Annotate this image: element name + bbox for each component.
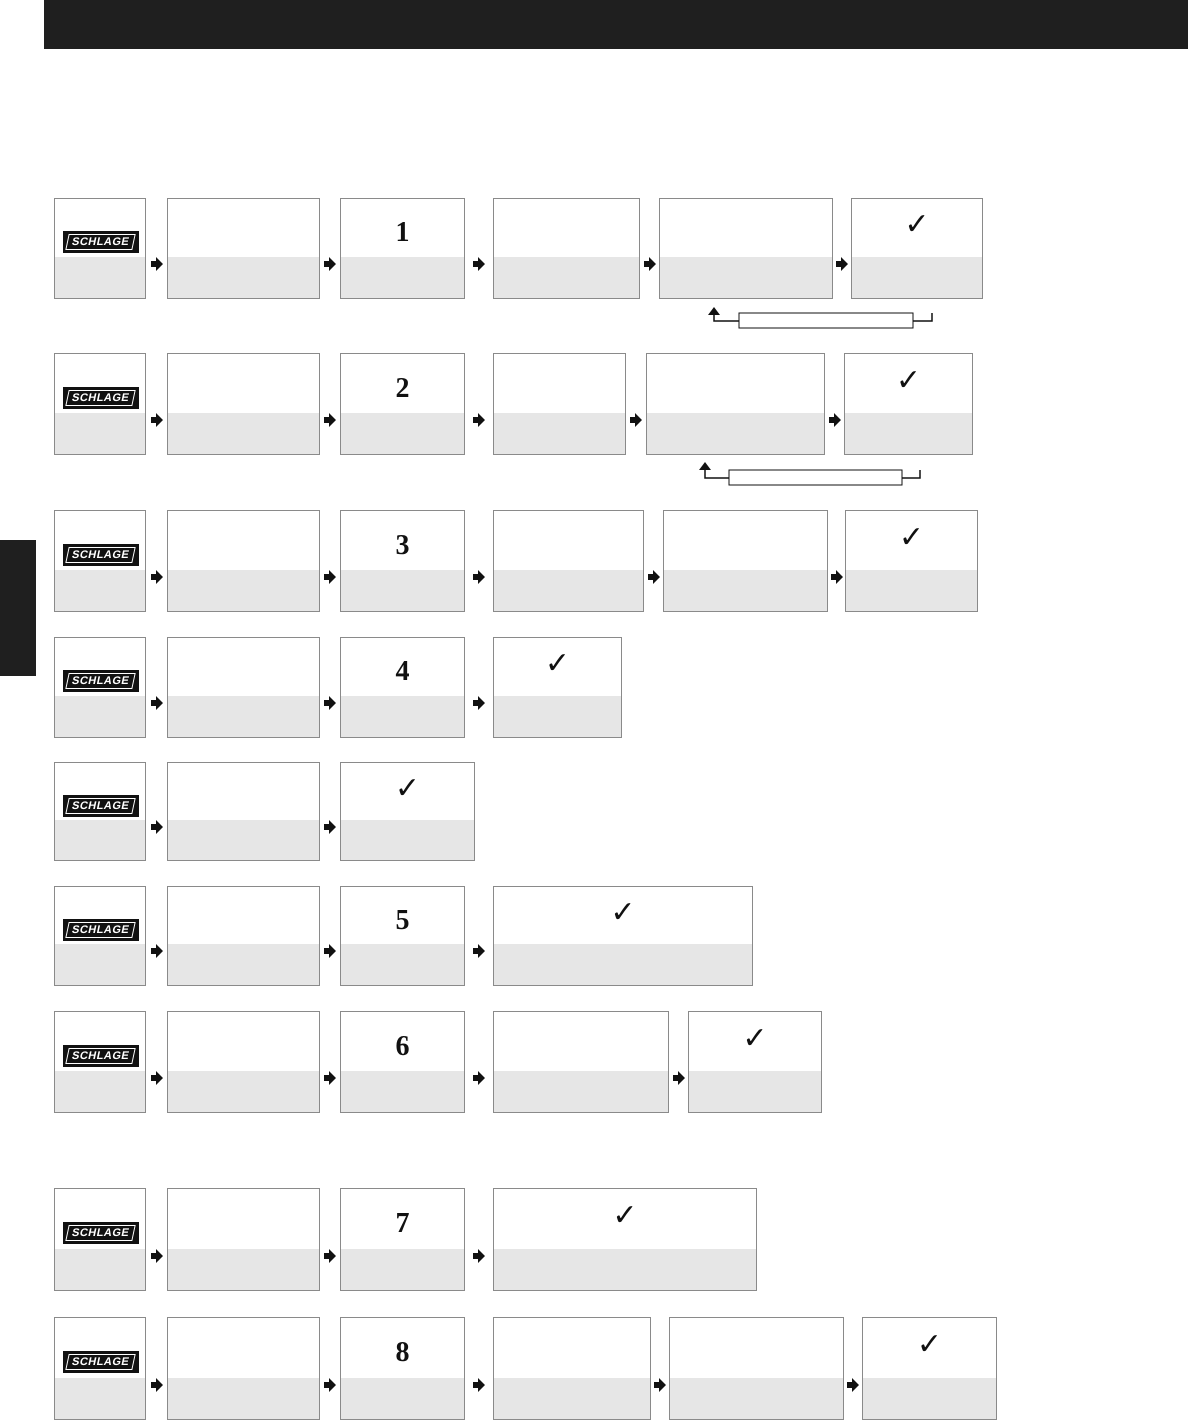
panel-lower-band (494, 696, 621, 737)
panel-lower-band (55, 413, 145, 454)
panel-lower-band (494, 257, 639, 298)
checkmark-icon: ✓ (895, 362, 922, 398)
schlage-logo (63, 1045, 139, 1067)
number-panel (340, 637, 465, 738)
repeat-loop-indicator (697, 461, 928, 488)
panel-lower-band (341, 257, 464, 298)
arrow-right-icon (847, 1378, 859, 1392)
panel-lower-band (55, 257, 145, 298)
arrow-right-icon (151, 1071, 163, 1085)
step-panel (167, 1011, 320, 1113)
step-panel (167, 1188, 320, 1291)
schlage-logo (63, 795, 139, 817)
arrow-right-icon (324, 1071, 336, 1085)
confirm-panel (340, 762, 475, 861)
step-panel (167, 886, 320, 986)
arrow-right-icon (836, 257, 848, 271)
arrow-right-icon (151, 413, 163, 427)
panel-lower-band (341, 1249, 464, 1290)
panel-lower-band (168, 1071, 319, 1112)
checkmark-icon: ✓ (898, 519, 925, 555)
schlage-logo (63, 1222, 139, 1244)
confirm-panel (851, 198, 983, 299)
confirm-panel (493, 637, 622, 738)
arrow-right-icon (473, 1249, 485, 1263)
logo-text: SCHLAGE (66, 1354, 137, 1370)
panel-lower-band (168, 257, 319, 298)
step-panel (659, 198, 833, 299)
arrow-right-icon (473, 413, 485, 427)
schlage-panel (54, 510, 146, 612)
panel-lower-band (168, 944, 319, 985)
step-panel (167, 762, 320, 861)
step-panel (663, 510, 828, 612)
arrow-right-icon (324, 257, 336, 271)
arrow-right-icon (473, 257, 485, 271)
panel-lower-band (863, 1378, 996, 1419)
arrow-right-icon (151, 1378, 163, 1392)
checkmark-icon: ✓ (612, 1198, 638, 1233)
arrow-right-icon (151, 257, 163, 271)
schlage-logo (63, 919, 139, 941)
confirm-panel (844, 353, 973, 455)
panel-lower-band (670, 1378, 843, 1419)
arrow-right-icon (151, 1249, 163, 1263)
step-number: 8 (395, 1337, 410, 1368)
panel-lower-band (852, 257, 982, 298)
number-panel (340, 1188, 465, 1291)
arrow-right-icon (673, 1071, 685, 1085)
panel-lower-band (845, 413, 972, 454)
number-panel (340, 510, 465, 612)
panel-lower-band (168, 820, 319, 860)
schlage-logo (63, 387, 139, 409)
schlage-logo (63, 1351, 139, 1373)
checkmark-icon: ✓ (904, 207, 930, 242)
panel-lower-band (647, 413, 824, 454)
step-panel (167, 353, 320, 455)
number-panel (340, 886, 465, 986)
panel-lower-band (341, 413, 464, 454)
logo-text: SCHLAGE (66, 1225, 137, 1241)
panel-lower-band (341, 944, 464, 985)
checkmark-icon: ✓ (742, 1020, 768, 1056)
arrow-right-icon (473, 944, 485, 958)
step-panel (493, 353, 626, 455)
step-panel (669, 1317, 844, 1420)
step-panel (167, 198, 320, 299)
panel-lower-band (660, 257, 832, 298)
logo-text: SCHLAGE (66, 922, 137, 938)
panel-lower-band (55, 1071, 145, 1112)
panel-lower-band (55, 696, 145, 737)
schlage-panel (54, 762, 146, 861)
panel-lower-band (341, 696, 464, 737)
step-panel (167, 510, 320, 612)
schlage-panel (54, 1188, 146, 1291)
schlage-panel (54, 886, 146, 986)
repeat-loop-indicator (706, 306, 940, 331)
header-bar (44, 0, 1188, 49)
panel-lower-band (341, 1378, 464, 1419)
panel-lower-band (494, 1249, 756, 1290)
panel-lower-band (341, 570, 464, 611)
panel-lower-band (55, 570, 145, 611)
panel-lower-band (168, 413, 319, 454)
panel-lower-band (168, 570, 319, 611)
step-number: 7 (395, 1208, 410, 1239)
arrow-right-icon (630, 413, 642, 427)
step-panel (167, 637, 320, 738)
arrow-up-icon (699, 462, 711, 470)
confirm-panel (862, 1317, 997, 1420)
panel-lower-band (168, 696, 319, 737)
step-number: 6 (395, 1030, 410, 1062)
arrow-up-icon (708, 307, 720, 315)
section-tab (0, 540, 36, 676)
schlage-logo (63, 670, 139, 692)
step-number: 4 (395, 656, 410, 687)
schlage-panel (54, 1317, 146, 1420)
arrow-right-icon (324, 570, 336, 584)
arrow-right-icon (473, 696, 485, 710)
confirm-panel (688, 1011, 822, 1113)
logo-text: SCHLAGE (66, 1048, 137, 1064)
logo-text: SCHLAGE (66, 234, 137, 250)
arrow-right-icon (324, 1378, 336, 1392)
checkmark-icon: ✓ (610, 894, 636, 930)
logo-text: SCHLAGE (66, 390, 137, 406)
logo-text: SCHLAGE (66, 798, 137, 814)
arrow-right-icon (473, 1378, 485, 1392)
number-panel (340, 353, 465, 455)
step-panel (493, 1317, 651, 1420)
logo-text: SCHLAGE (66, 547, 137, 563)
step-panel (493, 198, 640, 299)
panel-lower-band (494, 570, 643, 611)
arrow-right-icon (829, 413, 841, 427)
schlage-panel (54, 1011, 146, 1113)
checkmark-icon: ✓ (916, 1327, 943, 1362)
number-panel (340, 198, 465, 299)
step-number: 2 (395, 372, 410, 404)
confirm-panel (493, 1188, 757, 1291)
checkmark-icon: ✓ (394, 770, 421, 806)
arrow-right-icon (654, 1378, 666, 1392)
panel-lower-band (341, 1071, 464, 1112)
step-panel (493, 510, 644, 612)
arrow-right-icon (151, 944, 163, 958)
panel-lower-band (168, 1249, 319, 1290)
arrow-right-icon (473, 1071, 485, 1085)
arrow-right-icon (324, 1249, 336, 1263)
arrow-right-icon (324, 413, 336, 427)
arrow-right-icon (648, 570, 660, 584)
arrow-right-icon (324, 696, 336, 710)
number-panel (340, 1011, 465, 1113)
panel-lower-band (664, 570, 827, 611)
confirm-panel (845, 510, 978, 612)
panel-lower-band (846, 570, 977, 611)
checkmark-icon: ✓ (544, 646, 571, 681)
arrow-right-icon (644, 257, 656, 271)
step-number: 1 (395, 217, 410, 248)
panel-lower-band (55, 1378, 145, 1419)
panel-lower-band (494, 944, 752, 985)
step-number: 5 (395, 904, 410, 936)
step-panel (493, 1011, 669, 1113)
panel-lower-band (55, 944, 145, 985)
schlage-panel (54, 353, 146, 455)
arrow-right-icon (831, 570, 843, 584)
arrow-right-icon (151, 820, 163, 834)
panel-lower-band (494, 1071, 668, 1112)
arrow-right-icon (324, 944, 336, 958)
number-panel (340, 1317, 465, 1420)
confirm-panel (493, 886, 753, 986)
schlage-panel (54, 637, 146, 738)
panel-lower-band (494, 413, 625, 454)
panel-lower-band (55, 1249, 145, 1290)
arrow-right-icon (151, 696, 163, 710)
schlage-logo (63, 231, 139, 253)
arrow-right-icon (473, 570, 485, 584)
step-number: 3 (395, 529, 410, 561)
panel-lower-band (341, 820, 474, 860)
schlage-panel (54, 198, 146, 299)
arrow-right-icon (151, 570, 163, 584)
step-panel (646, 353, 825, 455)
panel-lower-band (55, 820, 145, 860)
panel-lower-band (168, 1378, 319, 1419)
step-panel (167, 1317, 320, 1420)
arrow-right-icon (324, 820, 336, 834)
panel-lower-band (494, 1378, 650, 1419)
panel-lower-band (689, 1071, 821, 1112)
logo-text: SCHLAGE (66, 673, 137, 689)
schlage-logo (63, 544, 139, 566)
